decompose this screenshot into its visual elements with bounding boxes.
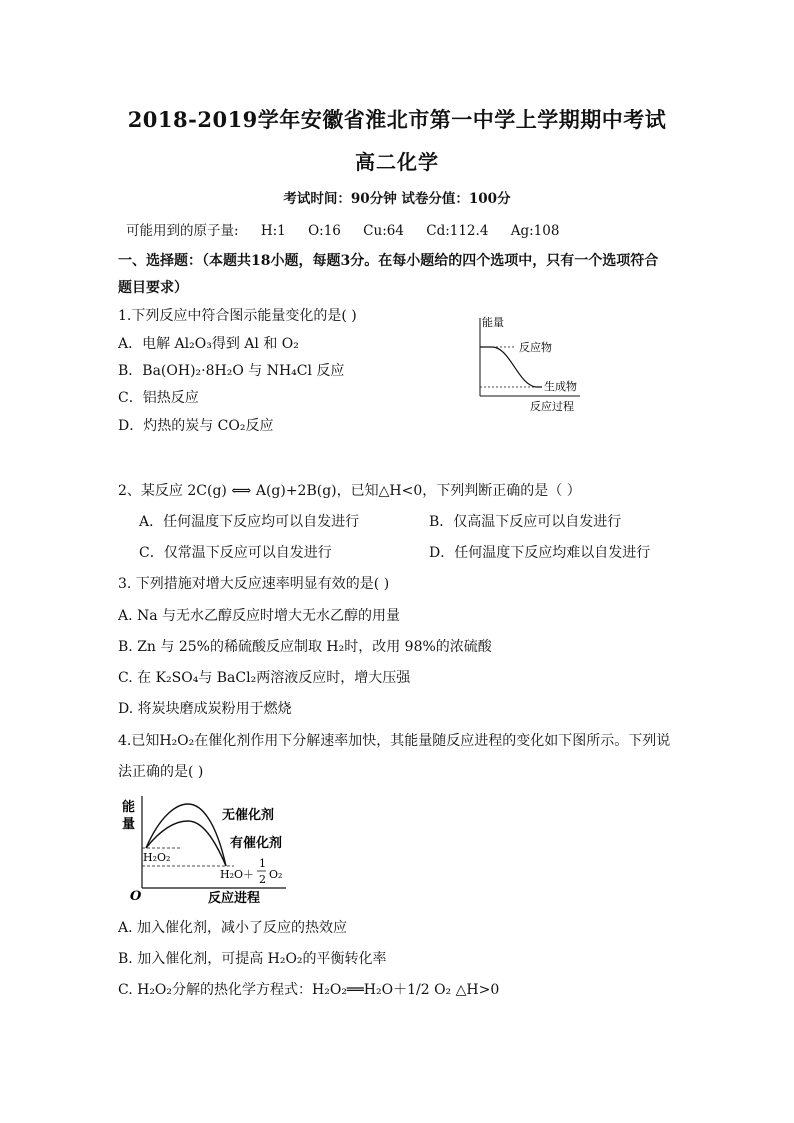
q1-reactant-label: 反应物 [519, 341, 552, 354]
q1-option-c: C．铝热反应 [118, 390, 199, 406]
q3-option-c: C. 在 K₂SO₄与 BaCl₂两溶液反应时，增大压强 [118, 670, 411, 686]
q1-energy-diagram [470, 312, 590, 420]
q4-reactant-label: H₂O₂ [143, 851, 171, 864]
atomic-cd: Cd:112.4 [426, 223, 489, 239]
atomic-cu: Cu:64 [363, 223, 404, 239]
atomic-masses [126, 219, 577, 239]
q4-label-catalyst: 有催化剂 [230, 836, 283, 851]
atomic-ag: Ag:108 [510, 223, 560, 239]
q4-stem: 4.已知H₂O₂在催化剂作用下分解速率加快，其能量随反应进程的变化如下图所示。下列说 [118, 733, 671, 749]
q4-fraction-denominator: 2 [259, 873, 266, 886]
q4-option-c: C. H₂O₂分解的热化学方程式：H₂O₂══H₂O＋1/2 O₂ △H>0 [118, 982, 500, 998]
q4-product-label: H₂O＋ [220, 868, 255, 881]
exam-subtitle: 高二化学 [355, 150, 439, 174]
atomic-o: O:16 [308, 223, 341, 239]
q2-stem: 2、某反应 2C(g) ⟺ A(g)+2B(g)，已知△H<0，下列判断正确的是（ ） [118, 483, 581, 499]
q4-label-no-catalyst: 无催化剂 [222, 808, 275, 823]
q4-x-label: 反应进程 [208, 891, 261, 906]
exam-title: 2018-2019学年安徽省淮北市第一中学上学期期中考试 [127, 107, 667, 132]
q4-option-b: B. 加入催化剂，可提高 H₂O₂的平衡转化率 [118, 951, 387, 967]
q1-stem: 1.下列反应中符合图示能量变化的是( ) [118, 308, 357, 324]
q1-x-label: 反应过程 [530, 400, 574, 413]
atomic-label: 可能用到的原子量: [126, 223, 239, 239]
q4-energy-diagram [116, 792, 296, 908]
q4-product-label-o2: O₂ [269, 868, 283, 881]
q3-option-b: B. Zn 与 25%的稀硫酸反应制取 H₂时，改用 98%的浓硫酸 [118, 639, 492, 655]
q3-stem: 3. 下列措施对增大反应速率明显有效的是( ) [118, 576, 390, 592]
atomic-h: H:1 [260, 223, 286, 239]
q1-option-a: A．电解 Al₂O₃得到 Al 和 O₂ [118, 336, 299, 352]
q4-origin-label: O [130, 889, 142, 904]
q1-option-d: D．灼热的炭与 CO₂反应 [118, 418, 274, 434]
q4-y-label-2: 量 [122, 817, 136, 832]
q2-option-d: D．任何温度下反应均难以自发进行 [429, 545, 651, 561]
q1-y-label: 能量 [482, 316, 504, 329]
exam-info: 考试时间：90分钟 试卷分值：100分 [283, 191, 511, 207]
q3-option-d: D. 将炭块磨成炭粉用于燃烧 [118, 701, 292, 717]
q3-option-a: A. Na 与无水乙醇反应时增大无水乙醇的用量 [118, 608, 401, 624]
q1-product-label: 生成物 [544, 380, 577, 393]
q4-fraction-numerator: 1 [259, 857, 266, 870]
q4-stem-cont: 法正确的是( ) [118, 764, 204, 780]
section-heading: 一、选择题：（本题共18小题，每题3分。在每小题给的四个选项中，只有一个选项符合 [118, 253, 659, 269]
q2-option-b: B．仅高温下反应可以自发进行 [429, 514, 622, 530]
q2-option-a: A．任何温度下反应均可以自发进行 [139, 514, 360, 530]
q1-option-b: B．Ba(OH)₂·8H₂O 与 NH₄Cl 反应 [118, 363, 345, 379]
q2-option-c: C．仅常温下反应可以自发进行 [139, 545, 332, 561]
q4-option-a: A. 加入催化剂，减小了反应的热效应 [118, 920, 348, 936]
section-heading-cont: 题目要求） [118, 280, 188, 296]
q4-y-label-1: 能 [122, 800, 136, 815]
